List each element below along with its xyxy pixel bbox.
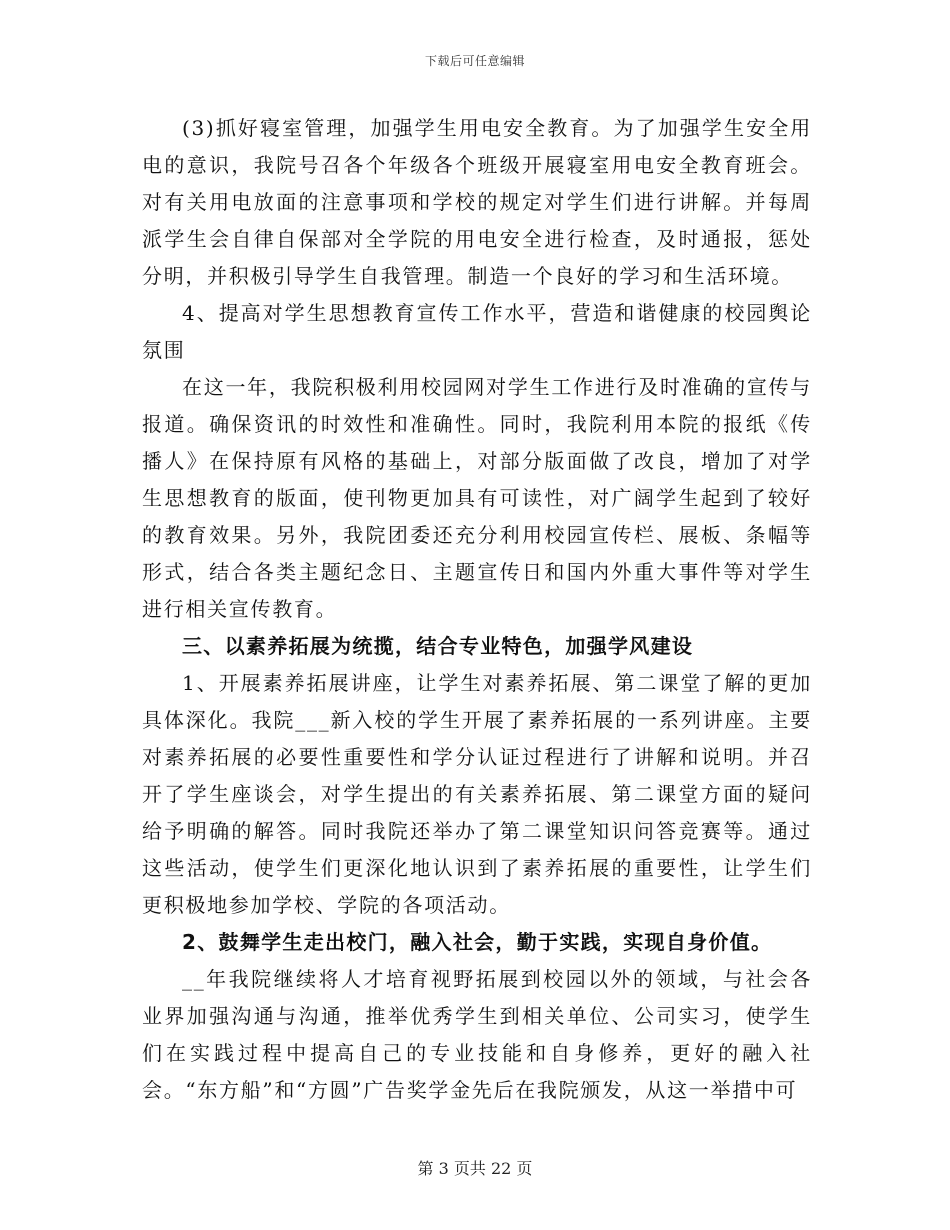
subsection-heading-2: 2、鼓舞学生走出校门，融入社会，勤于实践，实现自身价值。 (182, 930, 773, 954)
document-body (142, 110, 812, 1109)
paragraph-dorm-management: (3)抓好寝室管理，加强学生用电安全教育。为了加强学生安全用电的意识，我院号召各个年级各个班级开展寝室用电安全教育班会。对有关用电放面的注意事项和学校的规定对学生们进行讲解。并每周派学生会自律自保部对全学院的用电安全进行检查，及时通报，惩处分明，并积极引导学生自我管理。制造一个良好的学习和生活环境。 (142, 116, 812, 288)
paragraph-lectures: 1、开展素养拓展讲座，让学生对素养拓展、第二课堂了解的更加具体深化。我院___新入校的学生开展了素养拓展的一系列讲座。主要对素养拓展的必要性重要性和学分认证过程进行了讲解和说明。并召开了学生座谈会，对学生提出的有关素养拓展、第二课堂方面的疑问给予明确的解答。同时我院还举办了第二课堂知识问答竞赛等。通过这些活动，使学生们更深化地认识到了素养拓展的重要性，让学生们更积极地参加学校、学院的各项活动。 (142, 671, 812, 917)
paragraph-practice: __年我院继续将人才培育视野拓展到校园以外的领域，与社会各业界加强沟通与沟通，推举优秀学生到相关单位、公司实习，使学生们在实践过程中提高自己的专业技能和自身修养，更好的融入社会。“东方船”和“方圆”广告奖学金先后在我院颁发，从这一举措中可 (142, 967, 812, 1102)
section-heading-3: 三、以素养拓展为统揽，结合专业特色，加强学风建设 (182, 634, 694, 658)
paragraph-section-4-title: 4、提高对学生思想教育宣传工作水平，营造和谐健康的校园舆论氛围 (142, 301, 812, 362)
page-number: 第 3 页共 22 页 (417, 1159, 533, 1178)
page-header: 下载后可任意编辑 (424, 54, 525, 68)
paragraph-publicity: 在这一年，我院积极利用校园网对学生工作进行及时准确的宣传与报道。确保资讯的时效性和准确性。同时，我院利用本院的报纸《传播人》在保持原有风格的基础上，对部分版面做了改良，增加了对学生思想教育的版面，使刊物更加具有可读性，对广阔学生起到了较好的教育效果。另外，我院团委还充分利用校园宣传栏、展板、条幅等形式，结合各类主题纪念日、主题宣传日和国内外重大事件等对学生进行相关宣传教育。 (142, 375, 812, 621)
